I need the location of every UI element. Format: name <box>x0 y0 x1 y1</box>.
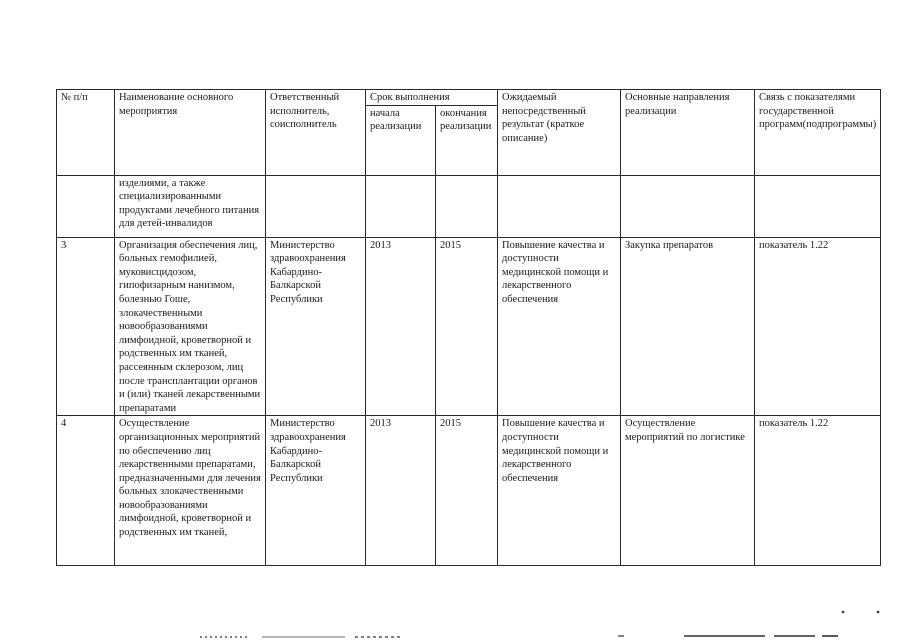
cell-directions: Закупка препаратов <box>621 237 755 416</box>
header-num: № п/п <box>57 90 115 176</box>
cell-start: 2013 <box>366 237 436 416</box>
cell-responsible: Министерство здравоохранения Кабардино-Балкарской Республики <box>266 237 366 416</box>
cell-result: Повышение качества и доступности медицинской помощи и лекарственного обеспечения <box>498 416 621 566</box>
cell-end: 2015 <box>436 416 498 566</box>
program-activities-table <box>56 89 881 566</box>
cell-result: Повышение качества и доступности медицинской помощи и лекарственного обеспечения <box>498 237 621 416</box>
cell-name: изделиями, а также специализированными продуктами лечебного питания для детей-инвалидов <box>115 175 266 237</box>
cell-directions <box>621 175 755 237</box>
header-link: Связь с показателями государственной программ(подпрограммы) <box>755 90 881 176</box>
header-end: окончания реализации <box>436 105 498 175</box>
table-row <box>57 237 881 416</box>
cell-responsible: Министерство здравоохранения Кабардино-Балкарской Республики <box>266 416 366 566</box>
cell-link <box>755 175 881 237</box>
header-name: Наименование основного мероприятия <box>115 90 266 176</box>
header-responsible: Ответственный исполнитель, соисполнитель <box>266 90 366 176</box>
cell-end <box>436 175 498 237</box>
header-directions: Основные направления реализации <box>621 90 755 176</box>
table-row-continuation <box>57 175 881 237</box>
cell-link: показатель 1.22 <box>755 416 881 566</box>
cell-start: 2013 <box>366 416 436 566</box>
cell-responsible <box>266 175 366 237</box>
table-row <box>57 416 881 566</box>
cell-num <box>57 175 115 237</box>
scan-dot <box>877 611 880 614</box>
cell-num: 3 <box>57 237 115 416</box>
header-row <box>57 90 881 106</box>
header-start: начала реализации <box>366 105 436 175</box>
header-term: Срок выполнения <box>366 90 498 106</box>
cell-start <box>366 175 436 237</box>
cell-num: 4 <box>57 416 115 566</box>
cell-name: Осуществление организационных мероприятий по обеспечению лиц лекарственными препаратами, предназначенными для лечения больных злокачественными новообразованиями лимфоидной, кроветворной и родственных им тканей, <box>115 416 266 566</box>
cell-link: показатель 1.22 <box>755 237 881 416</box>
cell-result <box>498 175 621 237</box>
scan-dot <box>842 611 845 614</box>
cell-directions: Осуществление мероприятий по логистике <box>621 416 755 566</box>
cell-end: 2015 <box>436 237 498 416</box>
cell-name: Организация обеспечения лиц, больных гемофилией, муковисцидозом, гипофизарным нанизмом, болезнью Гоше, злокачественными новообразованиями лимфоидной, кроветворной и родственных им тканей, рассеянным склерозом, лиц после трансплантации органов и (или) тканей лекарственными препаратами <box>115 237 266 416</box>
header-result: Ожидаемый непосредственный результат (краткое описание) <box>498 90 621 176</box>
